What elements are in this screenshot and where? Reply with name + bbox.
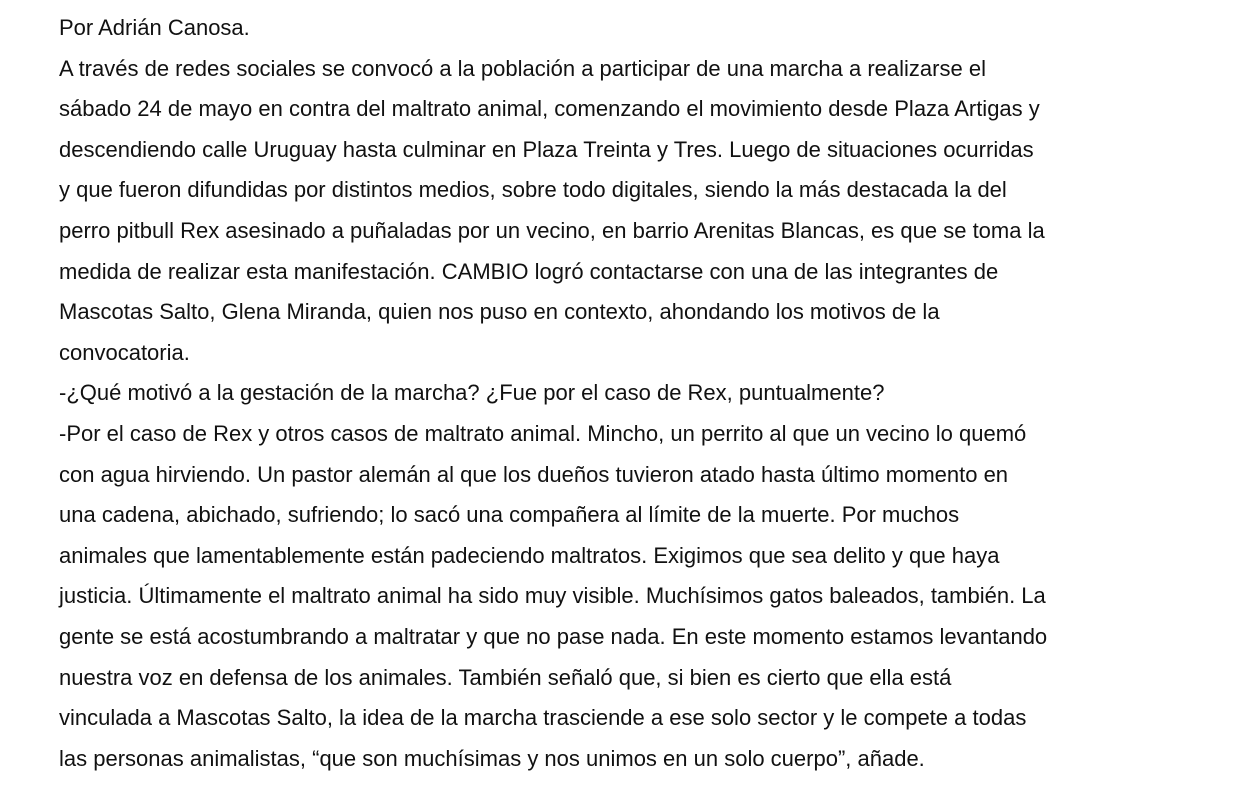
intro-line: descendiendo calle Uruguay hasta culminar en Plaza Treinta y Tres. Luego de situaciones ocurridas — [59, 136, 1034, 162]
interview-answer — [59, 414, 1189, 779]
answer-line: una cadena, abichado, sufriendo; lo sacó una compañera al límite de la muerte. Por muchos — [59, 502, 960, 528]
answer-line: animales que lamentablemente están padeciendo maltratos. Exigimos que sea delito y que haya — [59, 542, 1000, 568]
answer-line: con agua hirviendo. Un pastor alemán al que los dueños tuvieron atado hasta último momento en — [59, 461, 1009, 487]
article-body — [59, 8, 1189, 779]
answer-line: las personas animalistas, “que son muchísimas y nos unimos en un solo cuerpo”, añade. — [59, 745, 925, 771]
answer-line: -Por el caso de Rex y otros casos de maltrato animal. Mincho, un perrito al que un vecino lo quemó — [59, 420, 1027, 446]
question-text: -¿Qué motivó a la gestación de la marcha? ¿Fue por el caso de Rex, puntualmente? — [59, 380, 885, 406]
interview-question — [59, 373, 1189, 414]
answer-line: justicia. Últimamente el maltrato animal ha sido muy visible. Muchísimos gatos baleados, también. La — [59, 583, 1046, 609]
answer-line: gente se está acostumbrando a maltratar y que no pase nada. En este momento estamos levantando — [59, 623, 1048, 649]
intro-line: sábado 24 de mayo en contra del maltrato animal, comenzando el movimiento desde Plaza Artigas y — [59, 96, 1040, 122]
byline — [59, 8, 1189, 49]
intro-line: Mascotas Salto, Glena Miranda, quien nos puso en contexto, ahondando los motivos de la — [59, 299, 940, 325]
byline-text: Por Adrián Canosa. — [59, 15, 250, 40]
intro-paragraph — [59, 49, 1189, 374]
intro-line: medida de realizar esta manifestación. CAMBIO logró contactarse con una de las integrantes de — [59, 258, 999, 284]
answer-line: nuestra voz en defensa de los animales. También señaló que, si bien es cierto que ella está — [59, 664, 952, 690]
intro-line: A través de redes sociales se convocó a la población a participar de una marcha a realizarse el — [59, 55, 986, 81]
intro-line: y que fueron difundidas por distintos medios, sobre todo digitales, siendo la más destacada la del — [59, 177, 1007, 203]
answer-line: vinculada a Mascotas Salto, la idea de la marcha trasciende a ese solo sector y le compete a todas — [59, 705, 1027, 731]
intro-line: perro pitbull Rex asesinado a puñaladas por un vecino, en barrio Arenitas Blancas, es que se toma la — [59, 217, 1045, 243]
intro-line: convocatoria. — [59, 339, 190, 365]
